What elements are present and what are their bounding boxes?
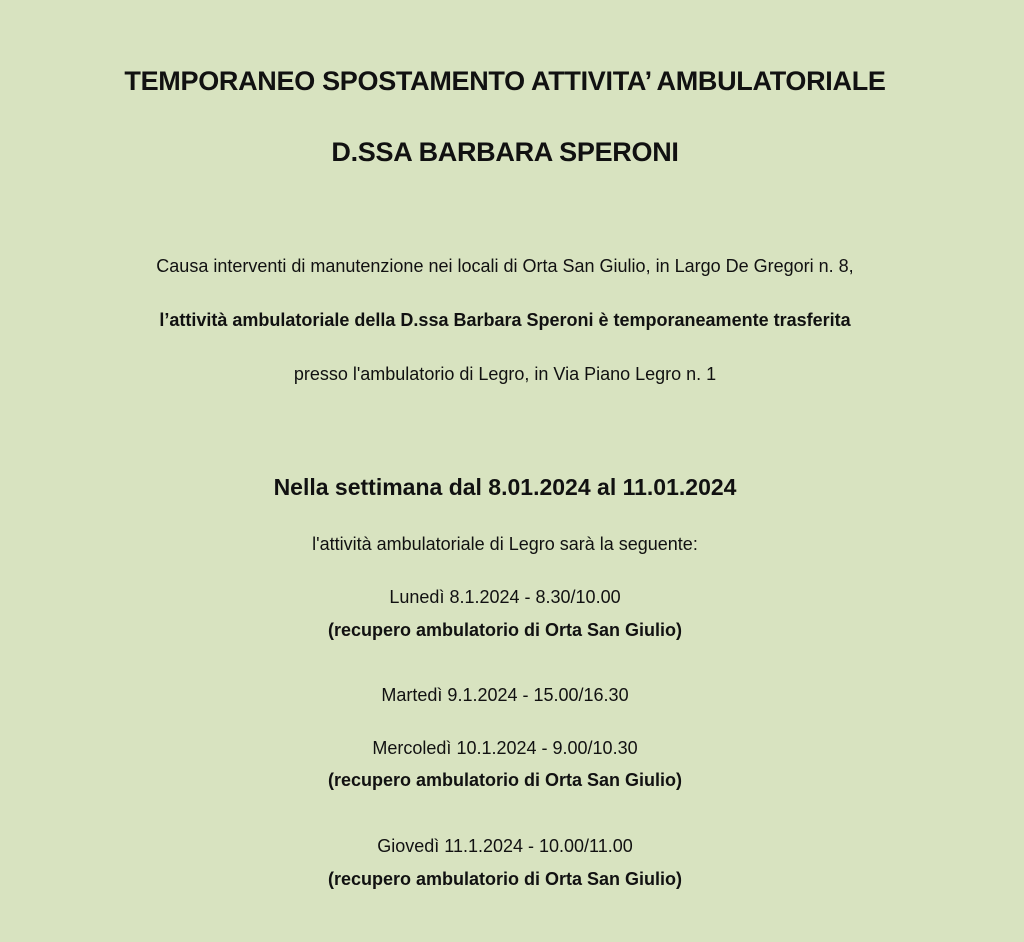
- schedule-note: (recupero ambulatorio di Orta San Giulio): [327, 620, 683, 640]
- page-title: TEMPORANEO SPOSTAMENTO ATTIVITA’ AMBULATORIALE: [124, 66, 886, 96]
- week-heading: Nella settimana dal 8.01.2024 al 11.01.2024: [273, 474, 737, 500]
- schedule-day: Mercoledì 10.1.2024 - 9.00/10.30: [372, 738, 638, 758]
- notice-line-3: presso l'ambulatorio di Legro, in Via Piano Legro n. 1: [293, 364, 717, 384]
- schedule-day: Giovedì 11.1.2024 - 10.00/11.00: [377, 836, 633, 856]
- schedule-day: Lunedì 8.1.2024 - 8.30/10.00: [389, 587, 621, 607]
- notice-line-2: l’attività ambulatoriale della D.ssa Barbara Speroni è temporaneamente trasferita: [159, 310, 851, 330]
- week-intro: l'attività ambulatoriale di Legro sarà la seguente:: [312, 534, 698, 554]
- notice-line-1: Causa interventi di manutenzione nei locali di Orta San Giulio, in Largo De Gregori n. 8,: [156, 256, 854, 276]
- doctor-name: D.SSA BARBARA SPERONI: [331, 137, 679, 167]
- schedule-day: Martedì 9.1.2024 - 15.00/16.30: [381, 685, 629, 705]
- schedule-note: (recupero ambulatorio di Orta San Giulio): [327, 869, 683, 889]
- schedule-note: (recupero ambulatorio di Orta San Giulio): [327, 770, 683, 790]
